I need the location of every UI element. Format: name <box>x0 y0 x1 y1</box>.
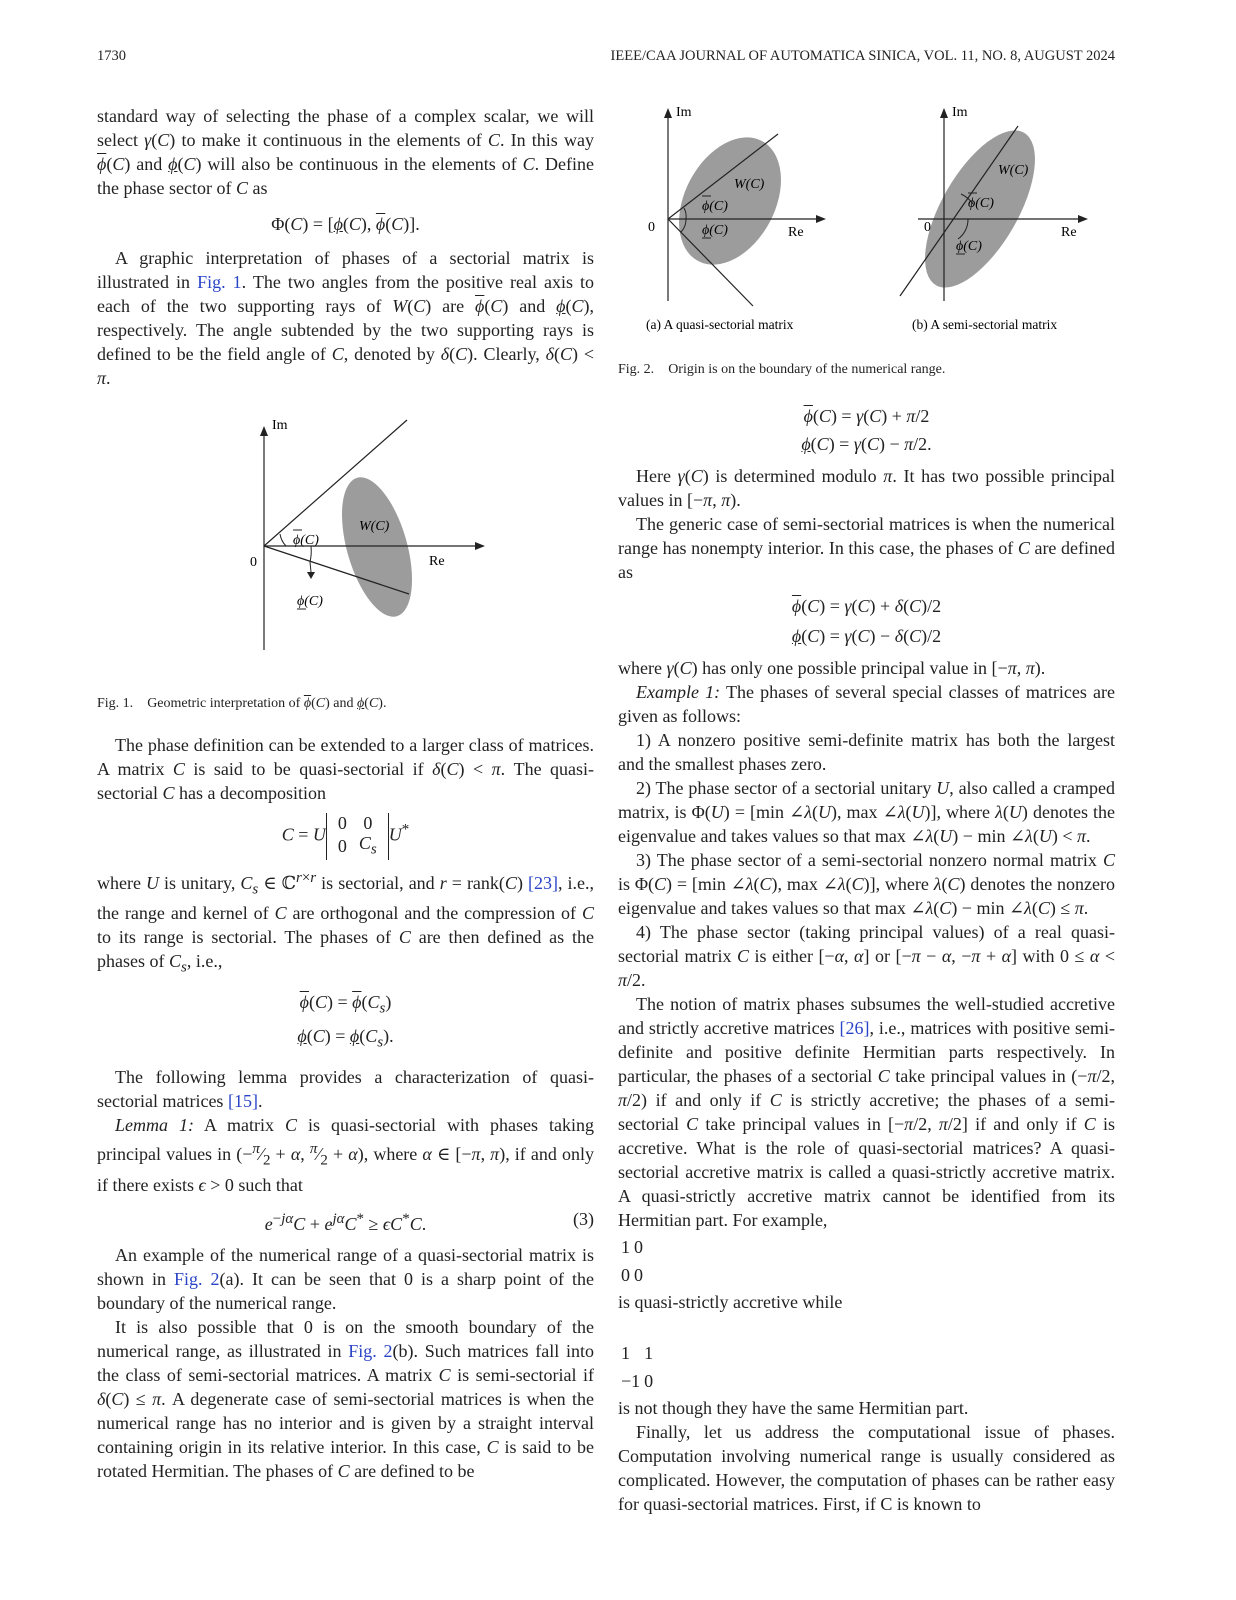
list-item: 2) The phase sector of a sectorial unitary U, also called a cramped matrix, is Φ(U) = [min ∠λ(U), max ∠λ(U)], where λ(U) denotes the eigenvalue and takes values so that max ∠λ(U) − min ∠λ(U) < π. <box>618 778 1116 846</box>
wc-label: W(C) <box>734 177 765 192</box>
im-label: Im <box>952 105 968 120</box>
subcaption-a: (a) A quasi-sectorial matrix <box>646 317 794 332</box>
axis-arrow-icon <box>475 542 485 550</box>
ref-15-link[interactable]: [15] <box>227 1090 258 1111</box>
paragraph: A graphic interpretation of phases of a sectorial matrix is illustrated in Fig. 1. The two angles from the positive real axis to each of the two supporting rays of W(C) are $\overline{\phi}(C)$ and ϕ(C), respectively. The angle subtended by the two supporting rays is defined to be the field angle of C, denoted by δ(C). Clearly, δ(C) < π. <box>97 248 595 388</box>
left-column <box>97 104 594 1483</box>
list-item: 3) The phase sector of a semi-sectorial nonzero normal matrix C is Φ(C) = [min ∠λ(C), max ∠λ(C)], where λ(C) denotes the nonzero eigenvalue and takes values so that max ∠λ(C) − min ∠λ(C) ≤ π. <box>618 850 1115 918</box>
paragraph: An example of the numerical range of a quasi-sectorial matrix is shown in Fig. 2(a). It can be seen that 0 is a sharp point of the boundary of the numerical range. <box>97 1244 594 1313</box>
paragraph: Here γ(C) is determined modulo π. It has two possible principal values in [−π, π). <box>618 466 1115 510</box>
equation-3: $e^{-j\alpha}C + e^{j\alpha}C^* \ge \epsilon C^*C$. (3) <box>264 1208 594 1234</box>
angle-arc-lower <box>310 546 311 572</box>
paragraph: The phase definition can be extended to a larger class of matrices. A matrix C is said to be quasi-sectorial if δ(C) < π. The quasi-sectorial C has a decomposition <box>97 735 595 803</box>
figure-2 <box>618 96 1115 346</box>
re-label: Re <box>1061 225 1077 240</box>
phi-under-label: ϕ(C) <box>297 594 323 609</box>
equation-phi-under-delta: ϕ(C) = γ(C) − δ(C)/2 <box>791 626 942 646</box>
list-item: 1) A nonzero positive semi-definite matrix has both the largest and the smallest phases zero. <box>618 730 1115 774</box>
equation-phi-bar-delta: $\overline{\phi}(C) = \gamma(C) + \delta(C)/2$ <box>791 596 942 616</box>
figure-1 <box>97 412 594 672</box>
paragraph: The notion of matrix phases subsumes the well-studied accretive and strictly accretive matrices [26], i.e., matrices with positive semi-definite and positive definite Hermitian parts respectively. In particular, the phases of a sectorial C take principal values in (−π/2, π/2) if and only if C is strictly accretive; the phases of a semi-sectorial C take principal values in [−π/2, π/2] if and only if C is accretive. What is the role of quasi-sectorial matrices? A quasi-sectorial accretive matrix is called a quasi-strictly accretive matrix. A quasi-strictly accretive matrix cannot be identified from its Hermitian part. For example, <box>618 994 1115 1230</box>
figure-2a <box>648 105 826 306</box>
example: Example 1: The phases of several special classes of matrices are given as follows: <box>618 682 1115 726</box>
phi-bar-label: ϕ(C) <box>968 196 994 211</box>
phi-under-label: ϕ(C) <box>956 239 982 254</box>
equation-phase-sector: Φ(C) = [ϕ(C), $\overline{\phi}(C)$]. <box>271 214 420 234</box>
paragraph <box>618 1314 1115 1338</box>
im-label: Im <box>676 105 692 120</box>
origin-label: 0 <box>924 220 931 235</box>
phi-bar-label: ϕ(C) <box>293 533 319 548</box>
running-header: IEEE/CAA JOURNAL OF AUTOMATICA SINICA, VOL. 11, NO. 8, AUGUST 2024 <box>610 48 1115 64</box>
list-item: 4) The phase sector (taking principal values) of a real quasi-sectorial matrix C is either [−α, α] or [−π − α, −π + α] with 0 ≤ α < π/2. <box>618 922 1116 990</box>
wc-label: W(C) <box>998 163 1029 178</box>
paragraph: Finally, let us address the computational issue of phases. Computation involving numerical range is usually considered as complicated. However, the computation of phases can be rather easy for quasi-sectorial matrices. First, if C is known to <box>618 1422 1115 1514</box>
numerical-range-shape <box>658 120 801 282</box>
paragraph: where U is unitary, $C_s$ ∈ ℂ$^{r\times r}$ is sectorial, and r = rank(C) [23], i.e., the range and kernel of C are orthogonal and the compression of C to its range is sectorial. The phases of C are then defined as the phases of $C_s$, i.e., <box>97 869 594 976</box>
axis-arrow-icon <box>816 215 826 223</box>
axis-arrow-icon <box>260 426 268 436</box>
equation-phi-under-cs: $\phi(C) = \phi(C_s)$. <box>297 1026 394 1051</box>
phi-under-label: ϕ(C) <box>702 223 728 238</box>
axis-arrow-icon <box>940 108 948 118</box>
re-label: Re <box>788 225 804 240</box>
subcaption-b: (b) A semi-sectorial matrix <box>912 317 1058 332</box>
arrow-icon <box>307 572 315 579</box>
re-label: Re <box>429 554 445 569</box>
equation-phi-bar-gamma: $\overline{\phi}(C) = \gamma(C) + \pi/2$ <box>803 406 930 426</box>
phi-bar-label: ϕ(C) <box>702 199 728 214</box>
numerical-range-shape <box>328 470 425 625</box>
origin-label: 0 <box>250 555 257 570</box>
paragraph: standard way of selecting the phase of a complex scalar, we will select γ(C) to make it continuous in the elements of C. In this way $\overline{\phi}(C)$ and ϕ(C) will also be continuous in the elements of C. Define the phase sector of C as <box>97 106 594 198</box>
page-number: 1730 <box>97 48 126 64</box>
angle-arc-upper <box>280 534 286 546</box>
equation-phi-bar-cs: $\overline{\phi}(C) = \overline{\phi}(C_s)$ <box>299 991 392 1017</box>
paragraph: where γ(C) has only one possible principal value in [−π, π). <box>618 658 1046 678</box>
figure-2b <box>900 105 1088 304</box>
lemma: Lemma 1: A matrix C is quasi-sectorial with phases taking principal values in ($-^\pi⁄_2 + \alpha$, $^\pi⁄_2 + \alpha$), where α ∈ [−π, π), if and only if there exists ϵ > 0 such that <box>97 1114 594 1195</box>
ref-23-link[interactable]: [23] <box>527 872 558 893</box>
paragraph: The following lemma provides a characterization of quasi-sectorial matrices [15]. <box>97 1066 594 1111</box>
axis-arrow-icon <box>664 108 672 118</box>
paragraph: It is also possible that 0 is on the smooth boundary of the numerical range, as illustrated in Fig. 2(b). Such matrices fall into the class of semi-sectorial matrices. A matrix C is semi-sectorial if δ(C) ≤ π. A degenerate case of semi-sectorial matrices is when the numerical range has no interior and is given by a straight interval containing origin in its relative interior. In this case, C is said to be rotated Hermitian. The phases of C are defined to be <box>97 1316 595 1481</box>
im-label: Im <box>272 418 288 433</box>
paragraph: The generic case of semi-sectorial matrices is when the numerical range has nonempty interior. In this case, the phases of C are defined as <box>618 514 1115 582</box>
fig2-link[interactable]: Fig. 2 <box>174 1268 220 1289</box>
axis-arrow-icon <box>1078 215 1088 223</box>
equation-phi-under-gamma: ϕ(C) = γ(C) − π/2. <box>801 434 932 454</box>
ref-26-link[interactable]: [26] <box>839 1018 870 1038</box>
figure-2-caption: Fig. 2. Origin is on the boundary of the numerical range. <box>618 362 946 377</box>
figure-1-caption: Fig. 1. Geometric interpretation of $\overline{\phi}(C)$ and ϕ(C). <box>97 696 387 711</box>
wc-label: W(C) <box>359 519 390 534</box>
fig1-link[interactable]: Fig. 1 <box>197 272 242 292</box>
equation-decomposition: C = U 0 0 0 $C_s$ U* <box>281 813 410 858</box>
fig2-link[interactable]: Fig. 2 <box>348 1340 393 1361</box>
equation-number: (3) <box>573 1208 594 1229</box>
origin-label: 0 <box>648 220 655 235</box>
right-column: Im Re 0 W(C) ϕ(C) ϕ(C) Im Re 0 W(C) ϕ(C) ϕ(C) (a) A quasi-sectorial matrix (b) A semi-sectorial matrix Fig. 2. Origin is on the boundary of the numerical range. $\overline{\phi}(C) = \gamma(C) + \pi/2$ ϕ(C) = γ(C) − π/2. Here γ(C) is determined modulo π. It has two possible principal values in [−π, π). The generic case of semi-sectorial matrices is when the numerical range has nonempty interior. In this case, the phases of C are defined as $\overline{\phi}(C) = \gamma(C) + \delta(C)/2$ ϕ(C) = γ(C) − δ(C)/2 where γ(C) has only one possible principal value in [−π, π). Example 1: The phases of several special classes of matrices are given as follows: 1) A nonzero positive semi-definite matrix has both the largest and the smallest phases zero. 2) The phase sector of a sectorial unitary U, also called a cramped matrix, is Φ(U) = [min ∠λ(U), max ∠λ(U)], where λ(U) denotes the eigenvalue and takes values so that max ∠λ(U) − min ∠λ(U) < π. 3) The phase sector of a semi-sectorial nonzero normal matrix C is Φ(C) = [min ∠λ(C), max ∠λ(C)], where λ(C) denotes the nonzero eigenvalue and takes values so that max ∠λ(C) − min ∠λ(C) ≤ π. 4) The phase sector (taking principal values) of a real quasi-sectorial matrix C is either [−α, α] or [−π − α, −π + α] with 0 ≤ α < π/2. The notion of matrix phases subsumes the well-studied accretive and strictly accretive matrices [26], i.e., matrices with positive semi-definite and positive definite Hermitian parts respectively. In particular, the phases of a sectorial C take principal values in (−π/2, π/2) if and only if C is strictly accretive; the phases of a semi-sectorial C take principal values in [−π/2, π/2] if and only if C is accretive. What is the role of quasi-sectorial matrices? A quasi-sectorial accretive matrix is called a quasi-strictly accretive matrix. A quasi-strictly accretive matrix cannot be identified from its Hermitian part. For example, 1 0 0 0 is quasi-strictly accretive while 1 1 −1 0 is not though they have the same Hermitian part. Finally, let us address the computational issue of phases. Computation involving numerical range is usually considered as complicated. However, the computation of phases can be rather easy for quasi-sectorial matrices. First, if C is known to <box>618 96 1115 1516</box>
